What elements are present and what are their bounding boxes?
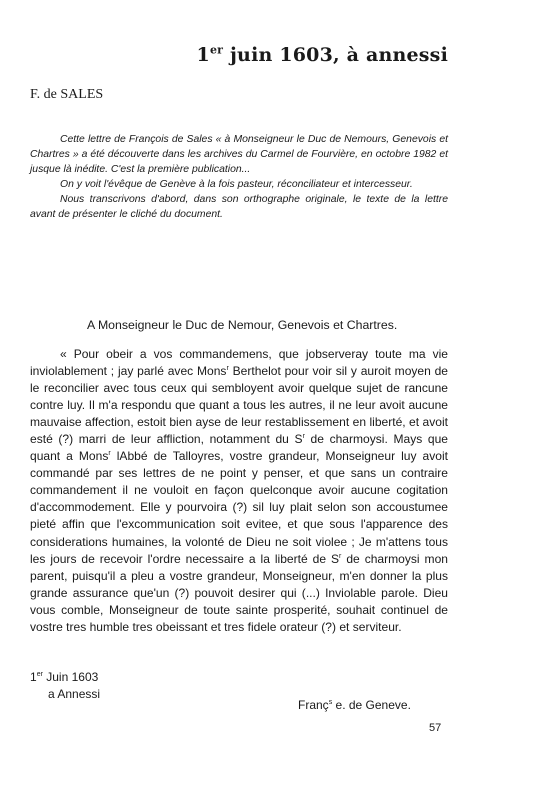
letter-text: Berthelot pour voir sil y auroit moyen de le reconcilier avec tous ceux qui sembloyent avoir quelque sujet de rancune contre luy. Il m'a respondu que quant a tous les autres, il ne leur avoit aucune mauvaise affection, estoit bien ayse de leur restablissement en liberté, et avoit esté (?) marri de leur affliction, notamment du S <box>30 364 449 447</box>
letter-place: a Annessi <box>48 687 101 701</box>
introduction <box>30 132 448 222</box>
letter-body <box>30 346 448 636</box>
letter-text: lAbbé de Talloyres, vostre grandeur, Monseigneur luy avoit commandé par ses lettres de ne point y penser, et que sans un contraire commandement il ne vouloit en façon quelconque avoir aucune cogitation d'accommodement. Elle y pourvoira (?) sil luy plait selon son accoustumee pieté affin que l'excommunication soit evitee, et que sous l'apparence des considerations humaines, la volonté de Dieu ne soit violee ; Je m'attens tous les jours de recevoir l'ordre necessaire a la liberté de S <box>30 449 448 566</box>
author-name: F. de SALES <box>30 87 104 102</box>
title-text: juin 1603, à annessi <box>223 44 448 66</box>
date-day: 1 <box>30 670 37 684</box>
signature-text: e. de Geneve. <box>332 698 411 712</box>
abbrev-superscript: r <box>339 552 342 560</box>
page-number: 57 <box>429 722 442 734</box>
letter-addressee: A Monseigneur le Duc de Nemour, Genevois et Chartres. <box>87 318 398 332</box>
signature-superscript: s <box>328 699 333 706</box>
abbrev-superscript: r <box>226 365 229 373</box>
title-superscript: er <box>209 43 224 57</box>
letter-text: de charmoysi mon parent, puisqu'il a pleu a vostre grandeur, Monseigneur, m'en donner la plus grande assurance que'un (?) pouvoit desirer qui (...) Inviolable parole. Dieu vous comble, Monseigneur de toute sainte prosperité, souhait continuel de vostre tres humble tres obeissant et tres fidele orateur (?) et serviteur. <box>30 551 448 634</box>
letter-text: de charmoysi. Mays que quant a Mons <box>30 432 448 464</box>
letter-date <box>30 670 98 684</box>
date-superscript: er <box>36 671 43 678</box>
intro-paragraph: On y voit l'évêque de Genève à la fois pasteur, réconciliateur et intercesseur. <box>60 179 413 190</box>
letter-paragraph <box>30 346 448 636</box>
signature-text: Franç <box>298 698 329 712</box>
abbrev-superscript: r <box>108 450 111 458</box>
title-number: 1 <box>196 44 210 66</box>
document-title <box>197 44 448 66</box>
intro-paragraph: Cette lettre de François de Sales « à Monseigneur le Duc de Nemours, Genevois et Chartres » a été découverte dans les archives du Carmel de Fourvière, en octobre 1982 et jusque là inédite. C'est la première publication... <box>30 134 448 175</box>
abbrev-superscript: r <box>302 433 305 441</box>
letter-text: « Pour obeir a vos commandemens, que jobserveray toute ma vie inviolablement ; jay parlé avec Mons <box>30 347 448 379</box>
intro-paragraph: Nous transcrivons d'abord, dans son orthographe originale, le texte de la lettre avant de présenter le cliché du document. <box>30 194 448 220</box>
date-text: Juin 1603 <box>42 670 99 684</box>
letter-signature <box>298 698 411 712</box>
